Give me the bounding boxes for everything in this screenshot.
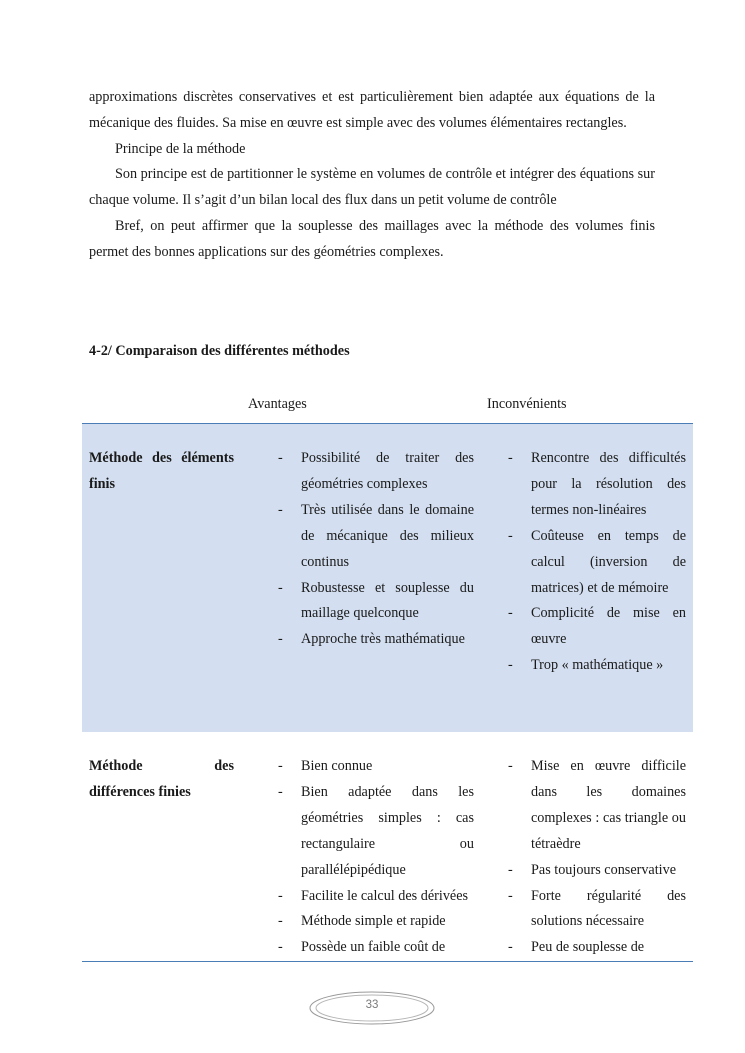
list-item: - Méthode simple et rapide (242, 909, 482, 935)
page-number: 33 (365, 999, 379, 1011)
list-item: - Bien adaptée dans les géométries simples : cas rectangulaire ou parallélépipédique (242, 780, 482, 884)
intro-paragraph-2: Principe de la méthode (115, 140, 246, 157)
list-item: - Très utilisée dans le domaine de mécanique des milieux continus (242, 498, 482, 576)
list-item: - Coûteuse en temps de calcul (inversion de matrices) et de mémoire (482, 524, 693, 602)
advantages-list (242, 446, 482, 653)
list-item: - Rencontre des difficultés pour la résolution des termes non-linéaires (482, 446, 693, 524)
column-header-advantages: Avantages (248, 396, 307, 412)
intro-text (89, 85, 655, 266)
drawbacks-cell (482, 732, 693, 962)
list-item: - Trop « mathématique » (482, 653, 693, 679)
list-item: - Robustesse et souplesse du maillage quelconque (242, 576, 482, 628)
list-item: - Forte régularité des solutions nécessaire (482, 884, 693, 936)
drawbacks-list (482, 754, 693, 961)
column-header-drawbacks: Inconvénients (487, 396, 567, 412)
list-item: - Possède un faible coût de (242, 935, 482, 961)
list-item: - Possibilité de traiter des géométries complexes (242, 446, 482, 498)
drawbacks-cell (482, 424, 693, 733)
advantages-cell (242, 732, 482, 962)
advantages-cell (242, 424, 482, 733)
comparison-table (82, 423, 693, 962)
section-heading: 4-2/ Comparaison des différentes méthodes (89, 343, 350, 359)
list-item: - Pas toujours conservative (482, 858, 693, 884)
page-number-badge (309, 991, 435, 1025)
list-item: - Approche très mathématique (242, 627, 482, 653)
advantages-list (242, 754, 482, 961)
intro-paragraph-1: approximations discrètes conservatives et est particulièrement bien adaptée aux équations de la mécanique des fluides. Sa mise en œuvre est simple avec des volumes élémentaires rectangles. (89, 89, 655, 131)
method-cell (82, 732, 242, 962)
list-item: - Bien connue (242, 754, 482, 780)
drawbacks-list (482, 446, 693, 679)
table-row (82, 732, 693, 962)
intro-paragraph-3: Son principe est de partitionner le système en volumes de contrôle et intégrer des équations sur chaque volume. Il s’agit d’un bilan local des flux dans un petit volume de contrôle (89, 166, 655, 209)
method-name: Méthode des différences finies (89, 758, 234, 800)
table-row (82, 424, 693, 733)
list-item: - Peu de souplesse de (482, 935, 693, 961)
list-item: - Facilite le calcul des dérivées (242, 884, 482, 910)
list-item: - Mise en œuvre difficile dans les domaines complexes : cas triangle ou tétraèdre (482, 754, 693, 858)
method-name: Méthode des éléments finis (89, 450, 234, 492)
list-item: - Complicité de mise en œuvre (482, 601, 693, 653)
intro-paragraph-4: Bref, on peut affirmer que la souplesse des maillages avec la méthode des volumes finis permet des bonnes applications sur des géométries complexes. (89, 217, 655, 260)
method-cell (82, 424, 242, 733)
